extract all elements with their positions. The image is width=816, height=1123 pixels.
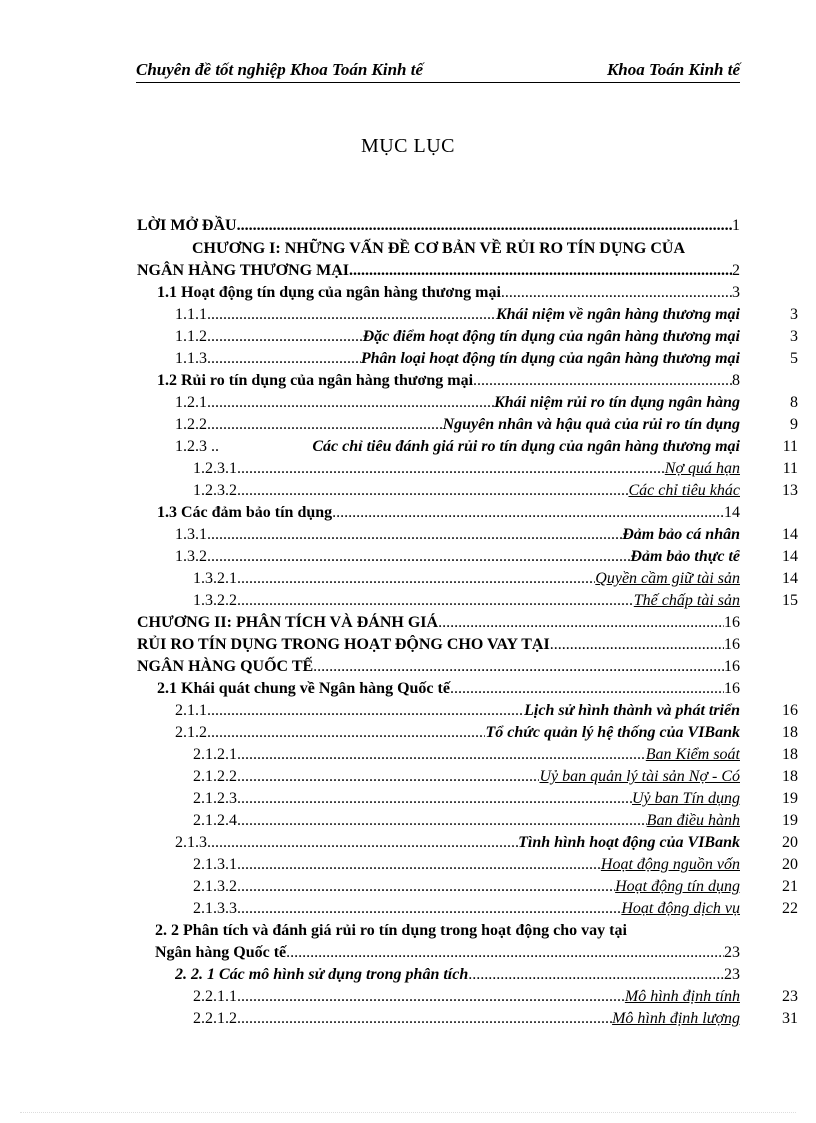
toc-entry[interactable]: 2.1.2.2 ..... Uỷ ban quản lý tài sản Nợ - Có	[193, 766, 740, 788]
page-title: MỤC LỤC	[360, 135, 456, 157]
toc-entry[interactable]: 1.1.3 ..... Phân loại hoạt động tín dụng của ngân hàng thương mại	[175, 348, 740, 370]
page-number: 14	[782, 548, 798, 565]
page-number: 20	[782, 856, 798, 873]
page-number: 31	[782, 1010, 798, 1027]
page-number: 16	[782, 702, 798, 719]
toc-entry[interactable]: 2.1.3.3 ..... Hoạt động dịch vụ	[193, 898, 740, 920]
toc-entry[interactable]: 2.1.1 ..... Lịch sử hình thành và phát triển	[175, 700, 740, 722]
page-number: 18	[782, 768, 798, 785]
page-number: 20	[782, 834, 798, 851]
toc-entry[interactable]: 2.1.2 ..... Tổ chức quản lý hệ thống của VIBank	[175, 722, 740, 744]
toc-entry[interactable]: Ngân hàng Quốc tế ..... 23	[155, 942, 740, 964]
toc-entry[interactable]: 2. 2. 1 Các mô hình sử dụng trong phân tích ..... 23	[175, 964, 740, 986]
toc-entry[interactable]: 1.3.2 ..... Đảm bảo thực tế	[175, 546, 740, 568]
page-number: 22	[782, 900, 798, 917]
page-number: 11	[782, 460, 798, 477]
page-number: 15	[782, 592, 798, 609]
page-number: 5	[790, 350, 798, 367]
toc-entry[interactable]: 1.3.2.2 ..... Thế chấp tài sản	[193, 590, 740, 612]
page-number: 19	[782, 812, 798, 829]
page-number: 23	[782, 988, 798, 1005]
page-number: 3	[790, 306, 798, 323]
header-right: Khoa Toán Kinh tế	[606, 60, 740, 79]
page-number: 8	[790, 394, 798, 411]
toc-entry[interactable]: 1.2.1 ..... Khái niệm rủi ro tín dụng ngân hàng	[175, 392, 740, 414]
toc-entry[interactable]: 2.2.1.1 ..... Mô hình định tính	[193, 986, 740, 1008]
toc-entry[interactable]: 1.2.3.2 ..... Các chỉ tiêu khác	[193, 480, 740, 502]
page-number: 21	[782, 878, 798, 895]
header-left: Chuyên đề tốt nghiệp Khoa Toán Kinh tế	[136, 60, 424, 79]
page-number: 3	[790, 328, 798, 345]
toc-entry[interactable]: 1.2.3.1 ..... Nợ quá hạn	[193, 458, 740, 480]
toc-entry[interactable]: CHƯƠNG II: PHÂN TÍCH VÀ ĐÁNH GIÁ ..... 16	[137, 612, 740, 634]
toc-entry[interactable]: CHƯƠNG I: NHỮNG VẤN ĐỀ CƠ BẢN VỀ RỦI RO TÍN DỤNG CỦA	[191, 240, 686, 257]
toc-entry[interactable]: 2.1.2.3 ..... Uỷ ban Tín dụng	[193, 788, 740, 810]
toc-entry[interactable]: 2.1.3.2 ..... Hoạt động tín dụng	[193, 876, 740, 898]
toc-entry[interactable]: 2.1.2.4 ..... Ban điều hành	[193, 810, 740, 832]
page-number: 18	[782, 746, 798, 763]
toc-entry[interactable]: 2.1.3.1 ..... Hoạt động nguồn vốn	[193, 854, 740, 876]
toc-entry[interactable]: 2.2.1.2 ..... Mô hình định lượng	[193, 1008, 740, 1030]
toc-entry[interactable]: 1.1.2 ..... Đặc điểm hoạt động tín dụng của ngân hàng thương mại	[175, 326, 740, 348]
footer-divider	[20, 1112, 796, 1113]
toc-entry[interactable]: 1.2 Rủi ro tín dụng của ngân hàng thương mại ..... 8	[157, 370, 740, 392]
toc-entry[interactable]: NGÂN HÀNG QUỐC TẾ ..... 16	[137, 656, 740, 678]
toc-entry[interactable]: 2.1 Khái quát chung về Ngân hàng Quốc tế ..... 16	[157, 678, 740, 700]
page-number: 19	[782, 790, 798, 807]
toc-entry[interactable]: 1.1.1 ..... Khái niệm về ngân hàng thương mại	[175, 304, 740, 326]
toc-entry[interactable]: 1.3 Các đảm bảo tín dụng ..... 14	[157, 502, 740, 524]
page-number: 11	[782, 438, 798, 455]
toc-entry[interactable]: 1.3.2.1 ..... Quyền cầm giữ tài sản	[193, 568, 740, 590]
toc-entry[interactable]: 1.1 Hoạt động tín dụng của ngân hàng thương mại ..... 3	[157, 282, 740, 304]
toc-entry[interactable]: 2.1.2.1 ..... Ban Kiểm soát	[193, 744, 740, 766]
toc-entry[interactable]: NGÂN HÀNG THƯƠNG MẠI ..... 2	[137, 260, 740, 282]
toc-entry[interactable]: 1.3.1 ..... Đảm bảo cá nhân	[175, 524, 740, 546]
page-number: 18	[782, 724, 798, 741]
toc-entry[interactable]: RỦI RO TÍN DỤNG TRONG HOẠT ĐỘNG CHO VAY TẠI ..... 16	[137, 634, 740, 656]
toc-entry[interactable]: 2.1.3 ..... Tình hình hoạt động của VIBank	[175, 832, 740, 854]
page-number: 9	[790, 416, 798, 433]
page-number: 14	[782, 570, 798, 587]
page-number: 13	[782, 482, 798, 499]
toc-entry[interactable]: 2. 2 Phân tích và đánh giá rủi ro tín dụng trong hoạt động cho vay tại	[155, 922, 627, 939]
toc-entry[interactable]: 1.2.3 .. Các chỉ tiêu đánh giá rủi ro tín dụng của ngân hàng thương mại	[175, 438, 740, 455]
page-number: 14	[782, 526, 798, 543]
toc-entry[interactable]: LỜI MỞ ĐẦU ..... 1	[137, 215, 740, 237]
toc-entry[interactable]: 1.2.2 ..... Nguyên nhân và hậu quả của rủi ro tín dụng	[175, 414, 740, 436]
